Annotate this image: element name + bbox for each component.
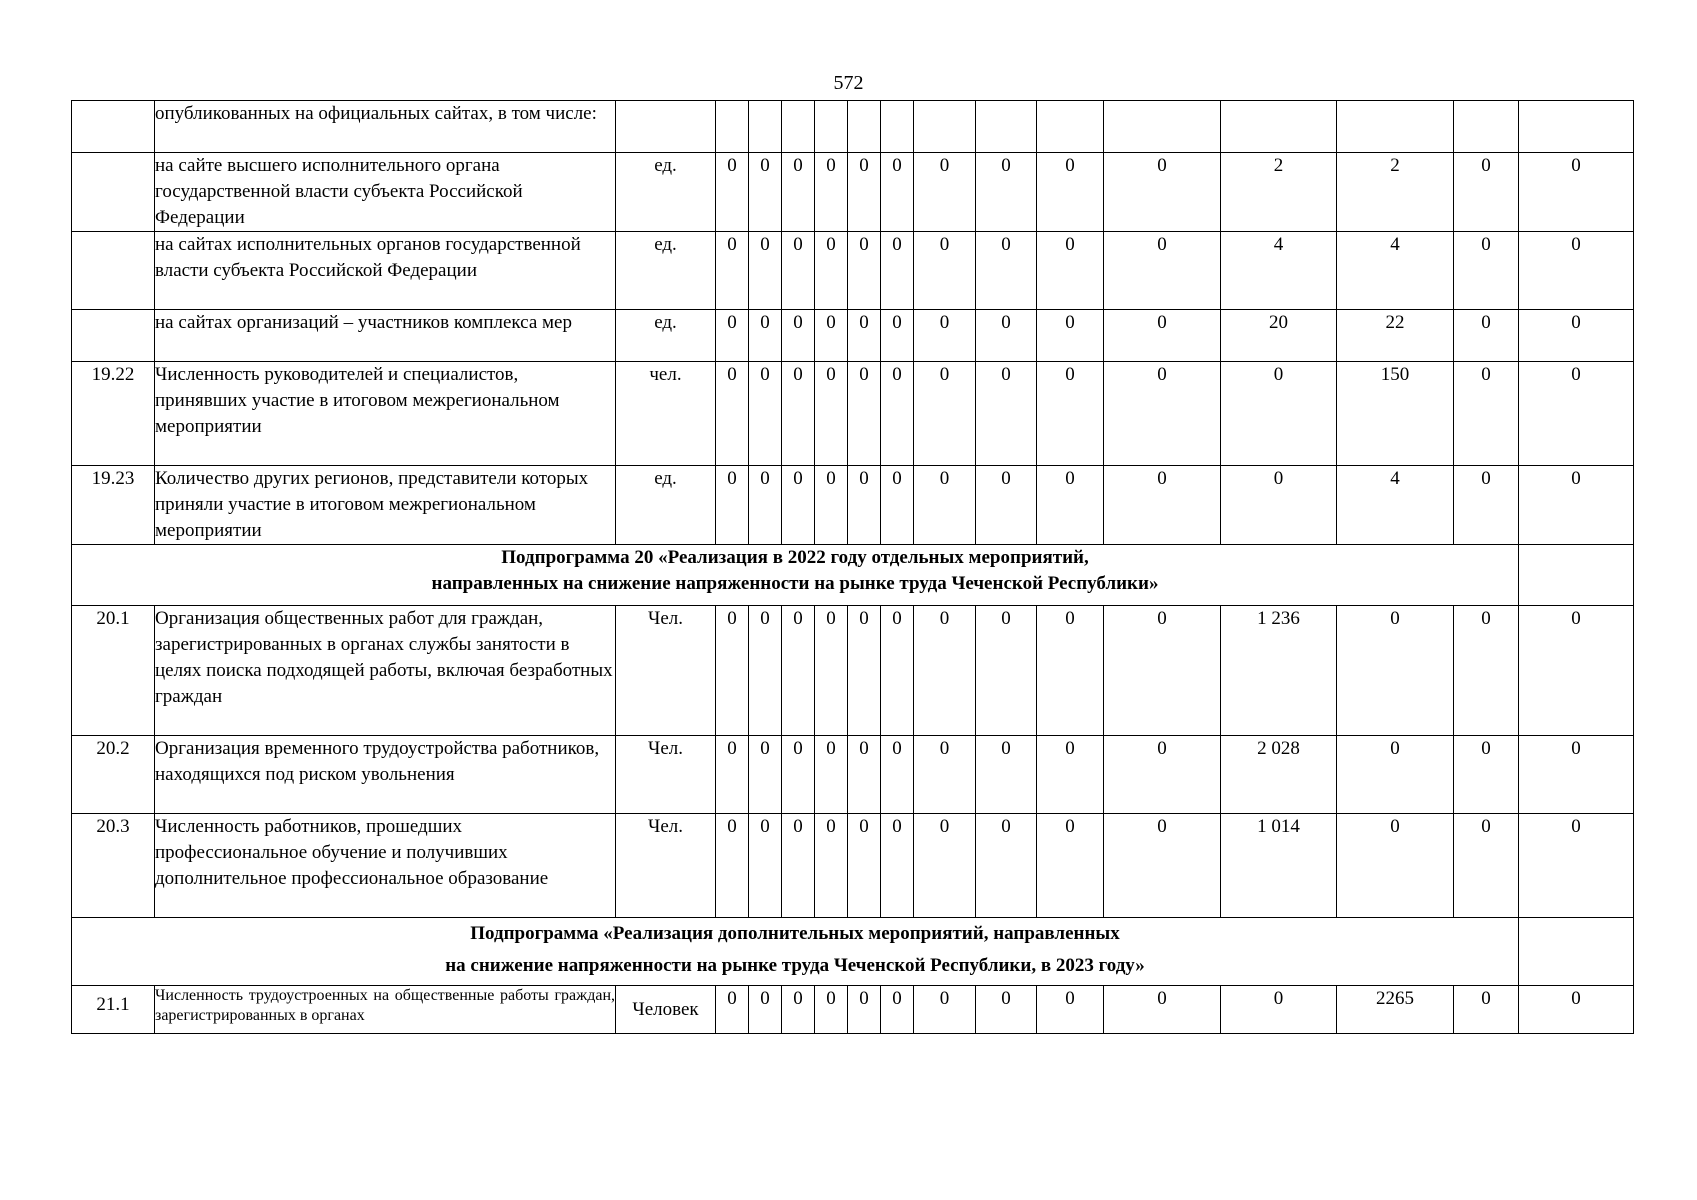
unit-cell: Человек xyxy=(616,986,716,1034)
value-cell: 0 xyxy=(749,362,782,466)
value-cell: 0 xyxy=(1221,986,1337,1034)
value-cell: 0 xyxy=(848,466,881,545)
value-cell: 0 xyxy=(782,736,815,814)
last-value-cell: 0 xyxy=(1519,153,1634,232)
indicator-name: Количество других регионов, представители которых приняли участие в итоговом межрегиональном мероприятии xyxy=(155,466,616,545)
last-value-cell: 0 xyxy=(1519,362,1634,466)
indicator-name: Организация общественных работ для граждан, зарегистрированных в органах службы занятости в целях поиска подходящей работы, включая безработных граждан xyxy=(155,606,616,736)
value-cell xyxy=(1221,101,1337,153)
value-cell: 4 xyxy=(1337,466,1454,545)
value-cell xyxy=(1037,101,1104,153)
value-cell: 1 236 xyxy=(1221,606,1337,736)
row-number: 19.22 xyxy=(72,362,155,466)
unit-cell xyxy=(616,101,716,153)
value-cell: 0 xyxy=(1037,814,1104,918)
table-row xyxy=(72,310,1634,362)
heading-line: Подпрограмма 20 «Реализация в 2022 году отдельных мероприятий, xyxy=(501,547,1089,568)
value-cell: 0 xyxy=(1337,736,1454,814)
value-cell: 0 xyxy=(716,986,749,1034)
indicators-table xyxy=(71,100,1634,1034)
value-cell: 0 xyxy=(914,466,976,545)
unit-cell: чел. xyxy=(616,362,716,466)
value-cell: 0 xyxy=(1037,986,1104,1034)
value-cell: 0 xyxy=(749,153,782,232)
value-cell: 0 xyxy=(716,606,749,736)
unit-cell: ед. xyxy=(616,466,716,545)
value-cell: 0 xyxy=(1454,362,1519,466)
indicator-name: опубликованных на официальных сайтах, в том числе: xyxy=(155,101,616,153)
value-cell: 4 xyxy=(1337,232,1454,310)
row-number: 20.3 xyxy=(72,814,155,918)
value-cell: 4 xyxy=(1221,232,1337,310)
value-cell: 0 xyxy=(815,362,848,466)
value-cell: 0 xyxy=(716,466,749,545)
value-cell: 0 xyxy=(1104,814,1221,918)
value-cell xyxy=(914,101,976,153)
value-cell: 0 xyxy=(976,736,1037,814)
value-cell: 0 xyxy=(914,986,976,1034)
value-cell: 22 xyxy=(1337,310,1454,362)
value-cell: 0 xyxy=(749,232,782,310)
value-cell: 2 xyxy=(1337,153,1454,232)
value-cell: 1 014 xyxy=(1221,814,1337,918)
value-cell: 0 xyxy=(848,362,881,466)
unit-cell: Чел. xyxy=(616,736,716,814)
row-number: 21.1 xyxy=(72,986,155,1034)
value-cell: 0 xyxy=(881,153,914,232)
last-value-cell xyxy=(1519,101,1634,153)
value-cell: 0 xyxy=(1454,814,1519,918)
value-cell: 0 xyxy=(782,310,815,362)
unit-cell: Чел. xyxy=(616,606,716,736)
value-cell: 0 xyxy=(881,736,914,814)
value-cell: 0 xyxy=(1454,310,1519,362)
table-row xyxy=(72,153,1634,232)
value-cell: 0 xyxy=(881,310,914,362)
value-cell: 0 xyxy=(749,986,782,1034)
value-cell: 0 xyxy=(749,606,782,736)
value-cell: 0 xyxy=(976,606,1037,736)
indicator-name: на сайте высшего исполнительного органа государственной власти субъекта Российской Федерации xyxy=(155,153,616,232)
unit-cell: ед. xyxy=(616,153,716,232)
table-row xyxy=(72,986,1634,1034)
table-row xyxy=(72,606,1634,736)
value-cell: 0 xyxy=(1337,814,1454,918)
value-cell: 0 xyxy=(716,814,749,918)
value-cell: 0 xyxy=(1104,466,1221,545)
value-cell: 0 xyxy=(1104,362,1221,466)
value-cell xyxy=(1454,101,1519,153)
value-cell: 0 xyxy=(1104,986,1221,1034)
value-cell: 0 xyxy=(1104,736,1221,814)
value-cell: 0 xyxy=(848,814,881,918)
value-cell: 0 xyxy=(881,362,914,466)
value-cell: 0 xyxy=(1454,466,1519,545)
value-cell: 0 xyxy=(749,814,782,918)
value-cell: 0 xyxy=(881,232,914,310)
value-cell: 0 xyxy=(1037,232,1104,310)
value-cell: 0 xyxy=(881,986,914,1034)
indicator-name: Численность трудоустроенных на общественные работы граждан, зарегистрированных в органах xyxy=(155,986,616,1034)
value-cell: 0 xyxy=(1454,232,1519,310)
value-cell: 0 xyxy=(1037,466,1104,545)
value-cell: 0 xyxy=(1454,153,1519,232)
value-cell: 0 xyxy=(976,814,1037,918)
value-cell: 20 xyxy=(1221,310,1337,362)
value-cell xyxy=(749,101,782,153)
value-cell: 0 xyxy=(782,986,815,1034)
table-row xyxy=(72,362,1634,466)
value-cell: 2 xyxy=(1221,153,1337,232)
value-cell xyxy=(976,101,1037,153)
row-number xyxy=(72,153,155,232)
last-value-cell: 0 xyxy=(1519,310,1634,362)
value-cell: 150 xyxy=(1337,362,1454,466)
last-value-cell: 0 xyxy=(1519,606,1634,736)
indicator-name: Численность руководителей и специалистов, принявших участие в итоговом межрегиональном мероприятии xyxy=(155,362,616,466)
heading-line: Подпрограмма «Реализация дополнительных мероприятий, направленных xyxy=(470,923,1120,944)
value-cell: 0 xyxy=(1037,362,1104,466)
value-cell: 0 xyxy=(815,232,848,310)
last-value-cell: 0 xyxy=(1519,986,1634,1034)
value-cell: 0 xyxy=(815,606,848,736)
value-cell: 0 xyxy=(1221,466,1337,545)
value-cell: 0 xyxy=(976,232,1037,310)
indicator-name: на сайтах организаций – участников комплекса мер xyxy=(155,310,616,362)
value-cell: 0 xyxy=(716,362,749,466)
unit-cell: Чел. xyxy=(616,814,716,918)
value-cell: 0 xyxy=(815,986,848,1034)
value-cell: 0 xyxy=(881,606,914,736)
value-cell: 0 xyxy=(716,736,749,814)
value-cell: 0 xyxy=(1037,153,1104,232)
value-cell xyxy=(1104,101,1221,153)
value-cell: 0 xyxy=(716,153,749,232)
value-cell: 0 xyxy=(815,310,848,362)
row-number: 20.2 xyxy=(72,736,155,814)
value-cell: 0 xyxy=(848,153,881,232)
value-cell xyxy=(1337,101,1454,153)
value-cell: 0 xyxy=(914,310,976,362)
value-cell: 0 xyxy=(881,814,914,918)
value-cell: 0 xyxy=(914,362,976,466)
value-cell: 0 xyxy=(914,232,976,310)
table-row xyxy=(72,814,1634,918)
value-cell: 0 xyxy=(749,736,782,814)
value-cell: 0 xyxy=(914,736,976,814)
value-cell: 0 xyxy=(782,362,815,466)
value-cell: 0 xyxy=(1221,362,1337,466)
row-number: 19.23 xyxy=(72,466,155,545)
heading-line: на снижение напряженности на рынке труда Чеченской Республики, в 2023 году» xyxy=(445,955,1145,976)
last-value-cell: 0 xyxy=(1519,232,1634,310)
value-cell: 0 xyxy=(848,986,881,1034)
value-cell: 0 xyxy=(976,153,1037,232)
empty-cell xyxy=(1519,545,1634,606)
table-row xyxy=(72,101,1634,153)
unit-cell: ед. xyxy=(616,310,716,362)
value-cell: 0 xyxy=(914,153,976,232)
value-cell: 0 xyxy=(815,814,848,918)
value-cell: 0 xyxy=(782,814,815,918)
value-cell: 0 xyxy=(976,466,1037,545)
row-number xyxy=(72,232,155,310)
value-cell: 0 xyxy=(848,232,881,310)
value-cell: 0 xyxy=(1037,736,1104,814)
value-cell: 2265 xyxy=(1337,986,1454,1034)
value-cell xyxy=(848,101,881,153)
page-number: 572 xyxy=(833,72,864,94)
value-cell: 0 xyxy=(848,736,881,814)
subprogram-heading-row xyxy=(72,918,1634,986)
value-cell: 0 xyxy=(815,153,848,232)
value-cell: 0 xyxy=(1454,606,1519,736)
value-cell: 0 xyxy=(848,606,881,736)
value-cell: 0 xyxy=(815,736,848,814)
row-number: 20.1 xyxy=(72,606,155,736)
table-row xyxy=(72,736,1634,814)
value-cell xyxy=(815,101,848,153)
last-value-cell: 0 xyxy=(1519,736,1634,814)
value-cell: 0 xyxy=(782,153,815,232)
value-cell: 0 xyxy=(1104,310,1221,362)
value-cell: 0 xyxy=(716,232,749,310)
value-cell: 0 xyxy=(976,310,1037,362)
value-cell: 0 xyxy=(1337,606,1454,736)
value-cell: 0 xyxy=(881,466,914,545)
table-row xyxy=(72,232,1634,310)
indicator-name: Численность работников, прошедших профессиональное обучение и получивших дополнительное профессиональное образование xyxy=(155,814,616,918)
value-cell: 0 xyxy=(1037,606,1104,736)
table-row xyxy=(72,466,1634,545)
value-cell: 0 xyxy=(749,466,782,545)
value-cell: 0 xyxy=(914,814,976,918)
subprogram-20-heading xyxy=(72,545,1519,606)
value-cell: 0 xyxy=(716,310,749,362)
indicator-name: на сайтах исполнительных органов государственной власти субъекта Российской Федерации xyxy=(155,232,616,310)
value-cell: 0 xyxy=(1037,310,1104,362)
last-value-cell: 0 xyxy=(1519,466,1634,545)
value-cell: 0 xyxy=(1454,986,1519,1034)
value-cell: 0 xyxy=(976,986,1037,1034)
value-cell: 0 xyxy=(914,606,976,736)
subprogram-21-heading xyxy=(72,918,1519,986)
indicator-name: Организация временного трудоустройства работников, находящихся под риском увольнения xyxy=(155,736,616,814)
value-cell: 0 xyxy=(1454,736,1519,814)
value-cell: 0 xyxy=(782,466,815,545)
value-cell: 0 xyxy=(782,606,815,736)
value-cell xyxy=(881,101,914,153)
last-value-cell: 0 xyxy=(1519,814,1634,918)
value-cell: 2 028 xyxy=(1221,736,1337,814)
empty-cell xyxy=(1519,918,1634,986)
value-cell: 0 xyxy=(749,310,782,362)
value-cell xyxy=(782,101,815,153)
row-number xyxy=(72,101,155,153)
heading-line: направленных на снижение напряженности на рынке труда Чеченской Республики» xyxy=(431,573,1159,594)
value-cell xyxy=(716,101,749,153)
value-cell: 0 xyxy=(848,310,881,362)
unit-cell: ед. xyxy=(616,232,716,310)
row-number xyxy=(72,310,155,362)
value-cell: 0 xyxy=(782,232,815,310)
value-cell: 0 xyxy=(976,362,1037,466)
value-cell: 0 xyxy=(1104,606,1221,736)
value-cell: 0 xyxy=(1104,232,1221,310)
value-cell: 0 xyxy=(1104,153,1221,232)
subprogram-heading-row xyxy=(72,545,1634,606)
value-cell: 0 xyxy=(815,466,848,545)
